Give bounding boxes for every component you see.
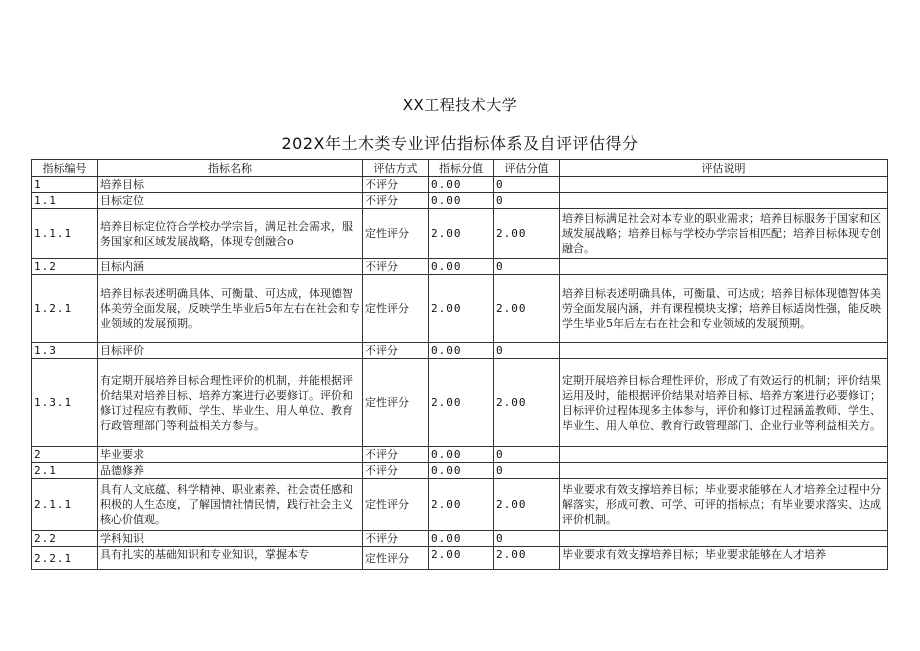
indicator-code: 1.1.1 [32, 209, 98, 259]
indicator-name: 品德修养 [98, 463, 363, 479]
indicator-score: 0.00 [429, 193, 494, 209]
evaluation-note: 定期开展培养目标合理性评价，形成了有效运行的机制；评价结果运用及时，能根据评价结果对培养目标、培养方案进行必要修订；目标评价过程体现多主体参与，评价和修订过程涵盖教师、学生、毕业生、用人单位、教育行政管理部门、企业行业等利益相关方。 [560, 359, 888, 447]
evaluation-note: 毕业要求有效支撑培养目标；毕业要求能够在人才培养全过程中分解落实，形成可教、可学、可评的指标点；有毕业要求落实、达成评价机制。 [560, 479, 888, 531]
indicator-code: 1.2 [32, 259, 98, 275]
evaluation-method: 不评分 [363, 343, 429, 359]
indicator-score: 0.00 [429, 447, 494, 463]
indicator-code: 1.2.1 [32, 275, 98, 343]
column-header: 评估分值 [494, 160, 560, 177]
table-header-row [32, 160, 888, 177]
indicator-name: 目标评价 [98, 343, 363, 359]
table-row [32, 259, 888, 275]
evaluation-method: 不评分 [363, 259, 429, 275]
evaluation-note: 毕业要求有效支撑培养目标；毕业要求能够在人才培养 [560, 547, 888, 570]
evaluation-score: 0 [494, 259, 560, 275]
table-row [32, 343, 888, 359]
evaluation-method: 不评分 [363, 177, 429, 193]
evaluation-note [560, 463, 888, 479]
evaluation-score: 0 [494, 531, 560, 547]
table-row [32, 359, 888, 447]
indicator-name: 有定期开展培养目标合理性评价的机制，并能根据评价结果对培养目标、培养方案进行必要修订。评价和修订过程应有教师、学生、毕业生、用人单位、教育行政管理部门等利益相关方参与。 [98, 359, 363, 447]
evaluation-method: 定性评分 [363, 209, 429, 259]
indicator-name: 目标内涵 [98, 259, 363, 275]
table-row [32, 209, 888, 259]
table-row [32, 531, 888, 547]
evaluation-score: 2.00 [494, 547, 560, 570]
evaluation-method: 定性评分 [363, 479, 429, 531]
indicator-score: 2.00 [429, 275, 494, 343]
indicator-name: 培养目标 [98, 177, 363, 193]
document-title: 202X年土木类专业评估指标体系及自评评估得分 [281, 134, 639, 153]
indicator-score: 0.00 [429, 463, 494, 479]
indicator-code: 2.1.1 [32, 479, 98, 531]
evaluation-method: 不评分 [363, 463, 429, 479]
evaluation-note [560, 531, 888, 547]
evaluation-note [560, 177, 888, 193]
evaluation-score: 0 [494, 463, 560, 479]
evaluation-note: 培养目标表述明确具体，可衡量、可达成；培养目标体现德智体美劳全面发展内涵，并有课程模块支撑；培养目标适岗性强，能反映学生毕业5年后左右在社会和专业领域的发展预期。 [560, 275, 888, 343]
column-header: 指标编号 [32, 160, 98, 177]
indicator-name: 目标定位 [98, 193, 363, 209]
evaluation-score: 0 [494, 343, 560, 359]
evaluation-note [560, 259, 888, 275]
indicator-name: 具有人文底蕴、科学精神、职业素养、社会责任感和积极的人生态度，了解国情社情民情，践行社会主义核心价值观。 [98, 479, 363, 531]
evaluation-note [560, 193, 888, 209]
indicator-name: 培养目标定位符合学校办学宗旨，满足社会需求，服务国家和区域发展战略，体现专创融合o [98, 209, 363, 259]
evaluation-score: 2.00 [494, 275, 560, 343]
indicator-score: 0.00 [429, 259, 494, 275]
table-row [32, 193, 888, 209]
evaluation-score: 2.00 [494, 359, 560, 447]
indicator-code: 2 [32, 447, 98, 463]
evaluation-method: 不评分 [363, 447, 429, 463]
indicator-name: 毕业要求 [98, 447, 363, 463]
table-row [32, 177, 888, 193]
indicator-name: 培养目标表述明确具体、可衡量、可达成，体现德智体美劳全面发展，反映学生毕业后5年左右在社会和专业领域的发展预期。 [98, 275, 363, 343]
evaluation-score: 2.00 [494, 209, 560, 259]
evaluation-method: 定性评分 [363, 275, 429, 343]
evaluation-score: 0 [494, 447, 560, 463]
indicator-name: 具有扎实的基础知识和专业知识，掌握本专 [98, 547, 363, 570]
evaluation-table [31, 159, 888, 570]
indicator-code: 2.1 [32, 463, 98, 479]
indicator-code: 1.3 [32, 343, 98, 359]
table-row [32, 447, 888, 463]
table-row [32, 275, 888, 343]
column-header: 评估方式 [363, 160, 429, 177]
indicator-name: 学科知识 [98, 531, 363, 547]
evaluation-score: 0 [494, 193, 560, 209]
indicator-score: 0.00 [429, 177, 494, 193]
indicator-score: 0.00 [429, 531, 494, 547]
indicator-code: 2.2.1 [32, 547, 98, 570]
indicator-code: 2.2 [32, 531, 98, 547]
table-row [32, 479, 888, 531]
evaluation-method: 不评分 [363, 193, 429, 209]
evaluation-note [560, 343, 888, 359]
indicator-code: 1.1 [32, 193, 98, 209]
column-header: 指标分值 [429, 160, 494, 177]
column-header: 指标名称 [98, 160, 363, 177]
indicator-score: 2.00 [429, 479, 494, 531]
indicator-code: 1.3.1 [32, 359, 98, 447]
evaluation-method: 定性评分 [363, 547, 429, 570]
evaluation-method: 不评分 [363, 531, 429, 547]
indicator-score: 0.00 [429, 343, 494, 359]
column-header: 评估说明 [560, 160, 888, 177]
evaluation-note [560, 447, 888, 463]
evaluation-score: 2.00 [494, 479, 560, 531]
table-row [32, 463, 888, 479]
evaluation-score: 0 [494, 177, 560, 193]
indicator-score: 2.00 [429, 547, 494, 570]
evaluation-method: 定性评分 [363, 359, 429, 447]
indicator-score: 2.00 [429, 209, 494, 259]
indicator-score: 2.00 [429, 359, 494, 447]
indicator-code: 1 [32, 177, 98, 193]
university-name: XX工程技术大学 [402, 96, 518, 114]
table-row [32, 547, 888, 570]
evaluation-note: 培养目标满足社会对本专业的职业需求；培养目标服务于国家和区域发展战略；培养目标与学校办学宗旨相匹配；培养目标体现专创融合。 [560, 209, 888, 259]
